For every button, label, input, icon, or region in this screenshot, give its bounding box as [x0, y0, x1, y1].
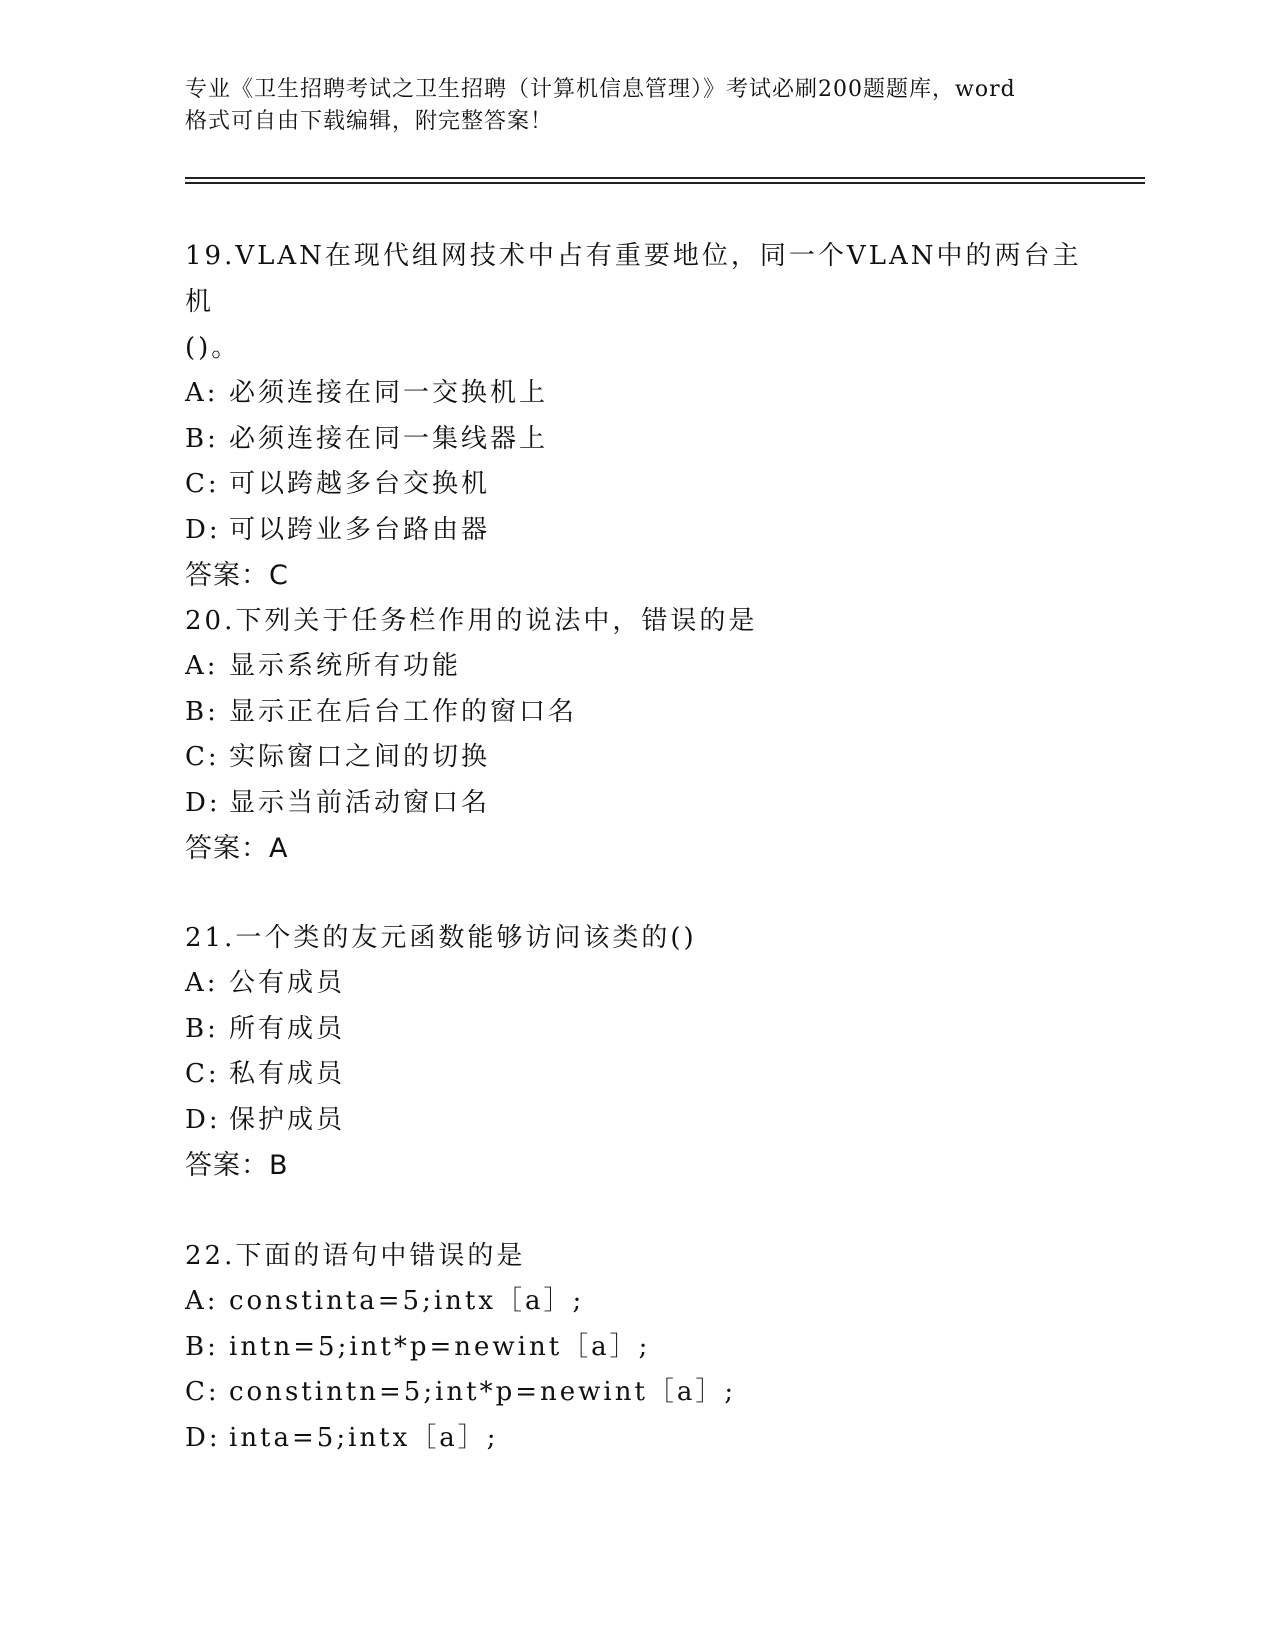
option-text: 私有成员	[229, 1059, 346, 1089]
option-text: 保护成员	[229, 1104, 346, 1135]
option-letter: A:	[185, 651, 219, 681]
question-20	[185, 598, 1085, 872]
option-text: 显示当前活动窗口名	[229, 787, 491, 818]
option-letter: B:	[185, 696, 219, 727]
option-a	[185, 1279, 1085, 1325]
option-letter: D:	[185, 1104, 221, 1135]
option-text: 必须连接在同一交换机上	[229, 378, 549, 408]
option-text: 显示正在后台工作的窗口名	[229, 696, 578, 727]
answer-line: 答案：A	[185, 833, 289, 864]
option-text: inta=5;intx［a］;	[229, 1422, 499, 1453]
question-stem-line-2: ()。	[185, 333, 241, 363]
header-divider-top	[185, 177, 1145, 179]
option-letter: D:	[185, 787, 221, 818]
option-letter: B:	[185, 1331, 219, 1362]
option-a	[185, 371, 1085, 417]
option-b	[185, 1325, 1085, 1371]
option-letter: C:	[185, 1059, 220, 1089]
option-letter: C:	[185, 742, 220, 772]
option-d	[185, 508, 1085, 554]
option-d	[185, 1416, 1085, 1462]
option-text: 实际窗口之间的切换	[229, 742, 491, 772]
option-d	[185, 1098, 1085, 1144]
option-letter: D:	[185, 1422, 221, 1453]
option-c	[185, 735, 1085, 781]
option-b	[185, 1007, 1085, 1053]
option-text: 显示系统所有功能	[229, 651, 462, 681]
option-text: 必须连接在同一集线器上	[229, 423, 549, 454]
option-letter: A:	[185, 378, 219, 408]
question-stem: 21.一个类的友元函数能够访问该类的()	[185, 923, 697, 953]
option-text: 所有成员	[229, 1013, 346, 1044]
document-header	[185, 74, 1085, 138]
option-a	[185, 961, 1085, 1007]
option-d	[185, 781, 1085, 827]
option-b	[185, 690, 1085, 736]
option-text: intn=5;int*p=newint［a］;	[229, 1331, 651, 1362]
answer-line: 答案：B	[185, 1150, 289, 1181]
option-letter: B:	[185, 423, 219, 454]
question-stem: 22.下面的语句中错误的是	[185, 1241, 526, 1271]
header-line-2: 格式可自由下载编辑，附完整答案！	[185, 109, 554, 134]
option-text: constintn=5;int*p=newint［a］;	[229, 1377, 737, 1407]
question-19	[185, 233, 1085, 599]
option-letter: A:	[185, 1286, 219, 1316]
option-letter: D:	[185, 514, 221, 545]
option-c	[185, 1370, 1085, 1416]
option-letter: A:	[185, 968, 219, 998]
question-stem: 20.下列关于任务栏作用的说法中，错误的是	[185, 606, 758, 636]
option-letter: C:	[185, 1377, 220, 1407]
header-divider-bottom	[185, 182, 1145, 184]
option-letter: C:	[185, 469, 220, 499]
option-a	[185, 644, 1085, 690]
question-22	[185, 1233, 1085, 1461]
option-text: constinta=5;intx［a］;	[229, 1286, 585, 1316]
option-c	[185, 462, 1085, 508]
option-b	[185, 417, 1085, 463]
answer-line: 答案：C	[185, 560, 289, 591]
option-letter: B:	[185, 1013, 219, 1044]
option-c	[185, 1052, 1085, 1098]
question-stem-line-1: 19.VLAN在现代组网技术中占有重要地位，同一个VLAN中的两台主机	[185, 241, 1082, 317]
option-text: 公有成员	[229, 968, 346, 998]
option-text: 可以跨业多台路由器	[229, 514, 491, 545]
question-21	[185, 915, 1085, 1189]
question-stem	[185, 233, 1085, 371]
header-line-1: 专业《卫生招聘考试之卫生招聘（计算机信息管理）》考试必刷200题题库，word	[185, 77, 1016, 102]
option-text: 可以跨越多台交换机	[229, 469, 491, 499]
